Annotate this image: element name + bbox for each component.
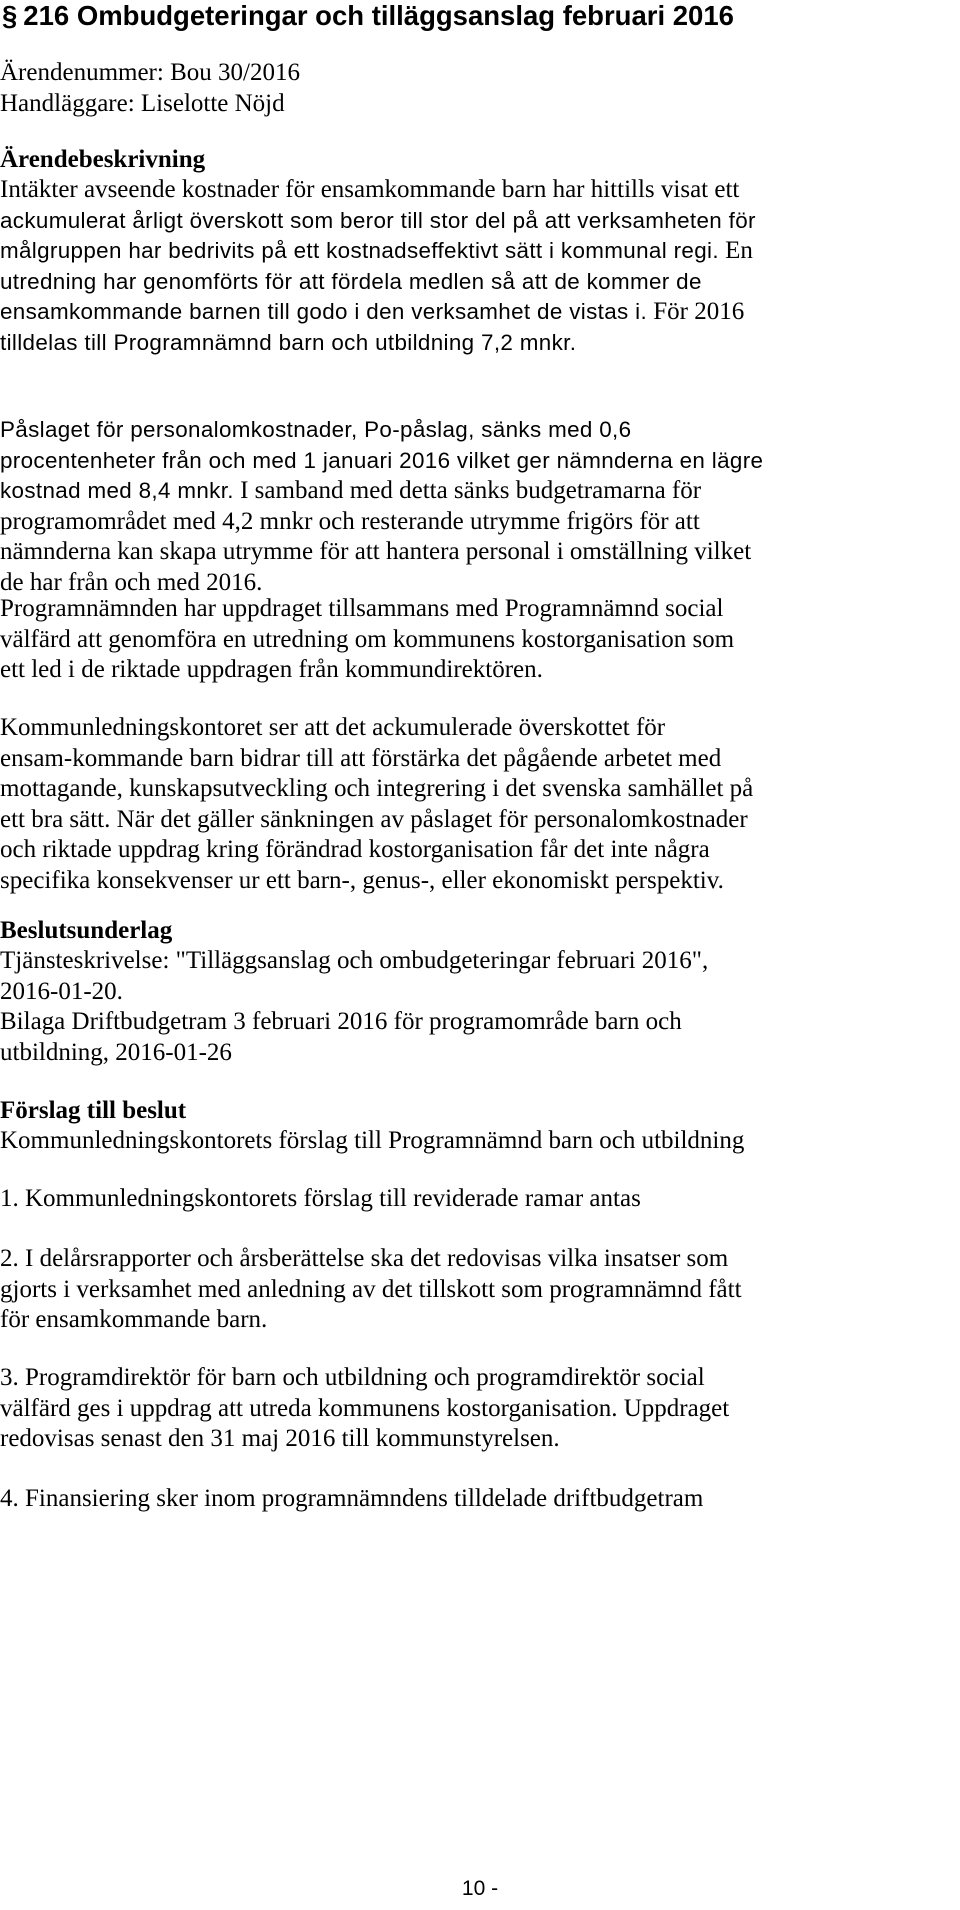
basis-line: Bilaga Driftbudgetram 3 februari 2016 för programområde barn och xyxy=(0,1008,682,1035)
paragraph-line: tilldelas till Programnämnd barn och utbildning 7,2 mnkr. xyxy=(0,329,577,355)
proposal-item-1 xyxy=(0,1184,960,1215)
description-heading: Ärendebeskrivning xyxy=(0,146,206,173)
proposal-line: 1. Kommunledningskontorets förslag till reviderade ramar antas xyxy=(0,1185,641,1212)
paragraph-line: Kommunledningskontoret ser att det ackumulerade överskottet för xyxy=(0,714,666,741)
basis-line: utbildning, 2016-01-26 xyxy=(0,1038,232,1066)
description-paragraph-3 xyxy=(0,594,960,686)
paragraph-line: Programnämnden har uppdraget tillsammans med Programnämnd social xyxy=(0,595,724,622)
paragraph-line: utredning har genomförts för att fördela medlen så att de kommer de xyxy=(0,268,702,294)
paragraph-line: Påslaget för personalomkostnader, Po-påslag, sänks med 0,6 xyxy=(0,417,632,442)
paragraph-line xyxy=(0,297,960,328)
paragraph-line: mottagande, kunskapsutveckling och integrering i det svenska samhället på xyxy=(0,775,754,802)
proposal-item-3 xyxy=(0,1363,960,1455)
proposal-intro xyxy=(0,1126,960,1157)
paragraph-line xyxy=(0,236,960,267)
paragraph-line-part: För 2016 xyxy=(647,298,745,325)
proposal-line: välfärd ges i uppdrag att utreda kommunens kostorganisation. Uppdraget xyxy=(0,1394,730,1422)
section-heading xyxy=(2,0,734,36)
paragraph-line: nämnderna kan skapa utrymme för att hantera personal i omställning vilket xyxy=(0,538,752,565)
case-handler: Handläggare: Liselotte Nöjd xyxy=(0,89,285,117)
description-paragraph-2 xyxy=(0,415,960,598)
basis-line: 2016-01-20. xyxy=(0,977,123,1005)
paragraph-line-part: En xyxy=(718,237,753,264)
proposal-heading: Förslag till beslut xyxy=(0,1097,187,1124)
paragraph-line: och riktade uppdrag kring förändrad kostorganisation får det inte några xyxy=(0,836,710,863)
section-title: 216 Ombudgeteringar och tilläggsanslag februari 2016 xyxy=(23,0,734,31)
paragraph-line: specifika konsekvenser ur ett barn-, genus-, eller ekonomiskt perspektiv. xyxy=(0,866,724,894)
paragraph-line: ett bra sätt. När det gäller sänkningen av påslaget för personalomkostnader xyxy=(0,805,748,833)
basis-list xyxy=(0,946,960,1068)
paragraph-line: Intäkter avseende kostnader för ensamkommande barn har hittills visat ett xyxy=(0,176,740,203)
basis-line: Tjänsteskrivelse: "Tilläggsanslag och ombudgeteringar februari 2016", xyxy=(0,947,709,974)
proposal-line: 2. I delårsrapporter och årsberättelse ska det redovisas vilka insatser som xyxy=(0,1245,729,1272)
paragraph-line: de har från och med 2016. xyxy=(0,568,263,596)
paragraph-line xyxy=(0,476,960,507)
proposal-item-4 xyxy=(0,1484,960,1515)
proposal-line: redovisas senast den 31 maj 2016 till kommunstyrelsen. xyxy=(0,1425,560,1452)
description-paragraph-4 xyxy=(0,713,960,896)
description-paragraph-1 xyxy=(0,175,960,358)
paragraph-line: ensam-kommande barn bidrar till att förstärka det pågående arbetet med xyxy=(0,744,722,772)
case-number: Ärendenummer: Bou 30/2016 xyxy=(0,59,300,86)
paragraph-line: ett led i de riktade uppdragen från kommundirektören. xyxy=(0,656,543,683)
paragraph-line-part: ensamkommande barnen till godo i den verksamhet de vistas i. xyxy=(0,299,648,324)
paragraph-line: ackumulerat årligt överskott som beror till stor del på att verksamheten för xyxy=(0,207,756,233)
proposal-line: 3. Programdirektör för barn och utbildning och programdirektör social xyxy=(0,1364,705,1391)
proposal-line: 4. Finansiering sker inom programnämndens tilldelade driftbudgetram xyxy=(0,1485,704,1512)
case-meta xyxy=(0,58,960,119)
paragraph-line: välfärd att genomföra en utredning om kommunens kostorganisation som xyxy=(0,625,735,653)
proposal-line: gjorts i verksamhet med anledning av det tillskott som programnämnd fått xyxy=(0,1275,742,1303)
paragraph-line-part: kostnad med 8,4 mnkr. xyxy=(0,478,234,503)
paragraph-line-part: målgruppen har bedrivits på ett kostnadseffektivt sätt i kommunal regi. xyxy=(0,238,719,263)
section-mark: § xyxy=(2,0,18,31)
proposal-line: för ensamkommande barn. xyxy=(0,1306,268,1333)
proposal-item-2 xyxy=(0,1244,960,1336)
basis-heading: Beslutsunderlag xyxy=(0,917,173,944)
paragraph-line: programområdet med 4,2 mnkr och resterande utrymme frigörs för att xyxy=(0,507,700,535)
paragraph-line-part: I samband med detta sänks budgetramarna för xyxy=(233,477,702,504)
paragraph-line: procentenheter från och med 1 januari 2016 vilket ger nämnderna en lägre xyxy=(0,447,764,473)
proposal-intro-line: Kommunledningskontorets förslag till Programnämnd barn och utbildning xyxy=(0,1127,745,1154)
page-number: 10 - xyxy=(461,1877,499,1900)
